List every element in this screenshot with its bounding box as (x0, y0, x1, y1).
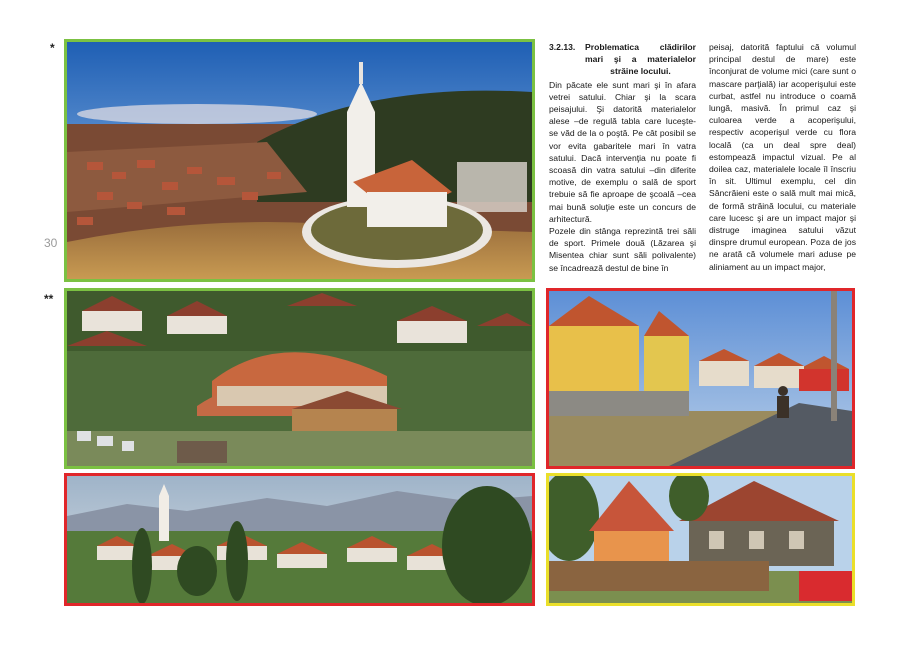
paragraph: Din păcate ele sunt mari şi în afara vetrei satului. Chiar şi la scara peisajului. Şi datorită materialelor alese –de regulă tabla care luceşte- se văd de la o poştă. Pe cât posibil se vor evita gabaritele mari în vatra satului. Dacă intervenţia nu poate fi scoasă din vatra satului –din diferite motive, de exemplu o sală de sport trebuie să fie aproape de şcoală –cea mai bună soluţie este un concurs de arhitectură. (549, 79, 696, 224)
marker-double-asterisk: ** (44, 292, 54, 306)
paragraph: Pozele din stânga reprezintă trei săli de sport. Primele două (Lăzarea şi Misentea chiar sunt săli polivalente) se încadrează destul de bine în (549, 226, 696, 273)
paragraph: peisaj, datorită faptului că volumul principal destul de mare) este înconjurat de volume mici (care sunt o mascare parţială) iar acoperişului este curbat, astfel nu introduce o coamă lungă, masivă. În primul caz şi culoarea verde a acoperişului, respectiv acoperişul verde cu flora locală (ca un deal spre deal) estompează impactul vizual. Pe al doilea caz, materialele locale îl înscriu în sit. Ultimul exemplu, cel din Sâncrăieni este o sală mult mai mică, de formă străină locului, cu materiale care lucesc şi are un impact major şi distruge imaginea satului văzut dinspre drumul european. Poza de jos ne arată că volumele mari aduse pe aliniament au un impact major, (709, 42, 856, 272)
section-title: Problematica clădirilor mari şi a materialelor străine locului. (585, 42, 696, 77)
text-column-right (709, 41, 856, 273)
page-number: 30 (44, 236, 58, 250)
fortified-church-village-photo (64, 39, 535, 282)
marker-single-asterisk: * (50, 41, 55, 55)
text-column-left (549, 41, 696, 274)
village-road-cyclist-photo (546, 288, 855, 469)
village-houses-street-photo (546, 473, 855, 606)
section-heading (549, 41, 696, 78)
village-panorama-mountains-photo (64, 473, 535, 606)
section-number: 3.2.13. (549, 42, 576, 52)
sports-hall-curved-roof-photo (64, 288, 535, 469)
